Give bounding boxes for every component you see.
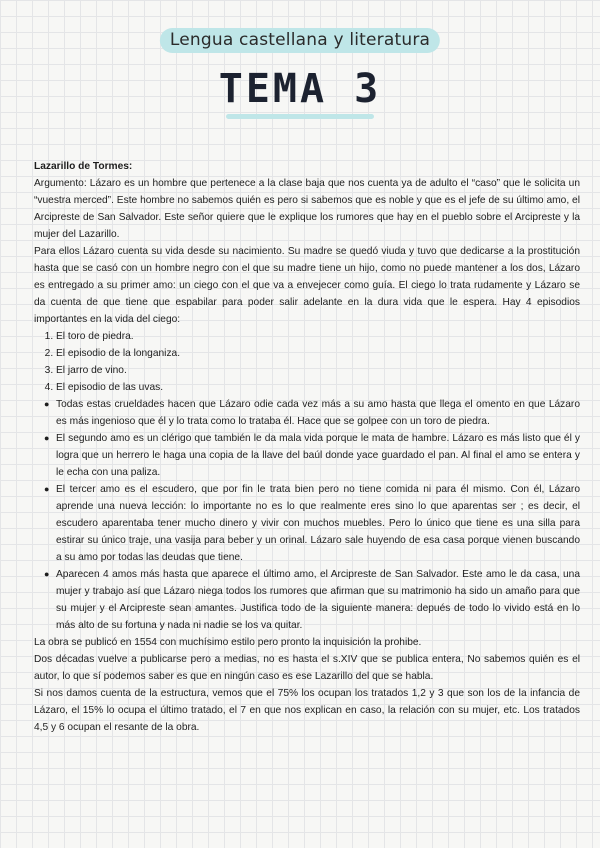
bullet-text: El tercer amo es el escudero, que por fin le trata bien pero no tiene comida ni para él mismo. Con él, Lázaro aprende una nueva lección: lo importante no es lo que realmente eres sino lo que aparentas ser ; es decir, el escudero aparentaba tener mucho dinero y vivir con muchos muebles. Pero lo único que tiene es una silla para estirar su único traje, una vasija para beber y un orinal. Lázaro sale huyendo de esa casa porque vienen buscando a su amo por todas las deudas que tiene. (56, 484, 580, 563)
bullet-icon: ● (44, 569, 50, 579)
episode-item: 4. El episodio de las uvas. (56, 379, 580, 396)
bullet-item (44, 430, 580, 481)
bullet-text: Aparecen 4 amos más hasta que aparece el último amo, el Arcipreste de San Salvador. Este amo le da casa, una mujer y trabajo así que Lázaro niega todos los rumores que afirman que su matrimonio ha sido un amaño para que su mujer y el Arcipreste sean amantes. Justifica todo de la siguiente manera: depués de todo lo vivido está en lo más alto de su fortuna y nada ni nadie se los va quitar. (56, 569, 580, 631)
bullet-text: El segundo amo es un clérigo que también le da mala vida porque le mata de hambre. Lázaro es más listo que él y logra que un herrero le haga una copia de la llave del baúl donde yace guardado el pan. Al final el amo se entera y le echa con una paliza. (56, 433, 580, 478)
title-underline (226, 114, 374, 119)
bullet-item (44, 566, 580, 634)
subject-label: Lengua castellana y literatura (160, 28, 440, 53)
publication-paragraph: La obra se publicó en 1554 con muchísimo estilo pero pronto la inquisición la prohibe. (34, 637, 422, 648)
bullet-icon: ● (44, 433, 50, 443)
section-heading: Lazarillo de Tormes: (34, 161, 133, 172)
structure-paragraph: Si nos damos cuenta de la estructura, vemos que el 75% los ocupan los tratados 1,2 y 3 que son los de la infancia de Lázaro, el 15% lo ocupa el último tratado, el 7 en que nos explican en caso, la relación con su mujer, etc. Los tratados 4,5 y 6 ocupan el resante de la obra. (34, 688, 580, 733)
bullet-item (44, 481, 580, 566)
episode-item: 1. El toro de piedra. (56, 328, 580, 345)
bullet-text: Todas estas crueldades hacen que Lázaro odie cada vez más a su amo hasta que llega el omento en que Lázaro es más ingenioso que él y lo trata como lo trataba él. Hace que se golpee con un toro de piedra. (56, 399, 580, 427)
bullet-icon: ● (44, 484, 50, 494)
page-title: TEMA 3 (218, 66, 382, 112)
episode-item: 2. El episodio de la longaniza. (56, 345, 580, 362)
bullet-item (44, 396, 580, 430)
republication-paragraph: Dos décadas vuelve a publicarse pero a medias, no es hasta el s.XIV que se publica entera, No sabemos quién es el autor, lo que sí podemos saber es que en ningún caso es ese Lazarillo del que se habla. (34, 654, 580, 682)
argument-paragraph: Argumento: Lázaro es un hombre que pertenece a la clase baja que nos cuenta ya de adulto el “caso” que le solicita un “vuestra merced”. Este hombre no sabemos quién es pero si sabemos que es noble y que es el jefe de su último amo, el Arcipreste de San Salvador. Este señor quiere que le explique los rumores que hay en el pueblo sobre el Arcipreste y la mujer del Lazarillo. (34, 178, 580, 240)
intro-paragraph: Para ellos Lázaro cuenta su vida desde su nacimiento. Su madre se quedó viuda y tuvo que dedicarse a la prostitución hasta que se casó con un hombre negro con el que su madre tiene un hijo, como no puede mantener a los dos, Lázaro es entregado a su primer amo: un ciego con el que va a envejecer como guía. El ciego lo trata rudamente y Lázaro se da cuenta de que tiene que espabilar para poder salir adelante en la dura vida que le espera. Hay 4 episodios importantes en la vida del ciego: (34, 246, 580, 325)
document-body (34, 158, 580, 736)
episode-list (34, 328, 580, 396)
masters-list (34, 396, 580, 634)
bullet-icon: ● (44, 399, 50, 409)
episode-item: 3. El jarro de vino. (56, 362, 580, 379)
